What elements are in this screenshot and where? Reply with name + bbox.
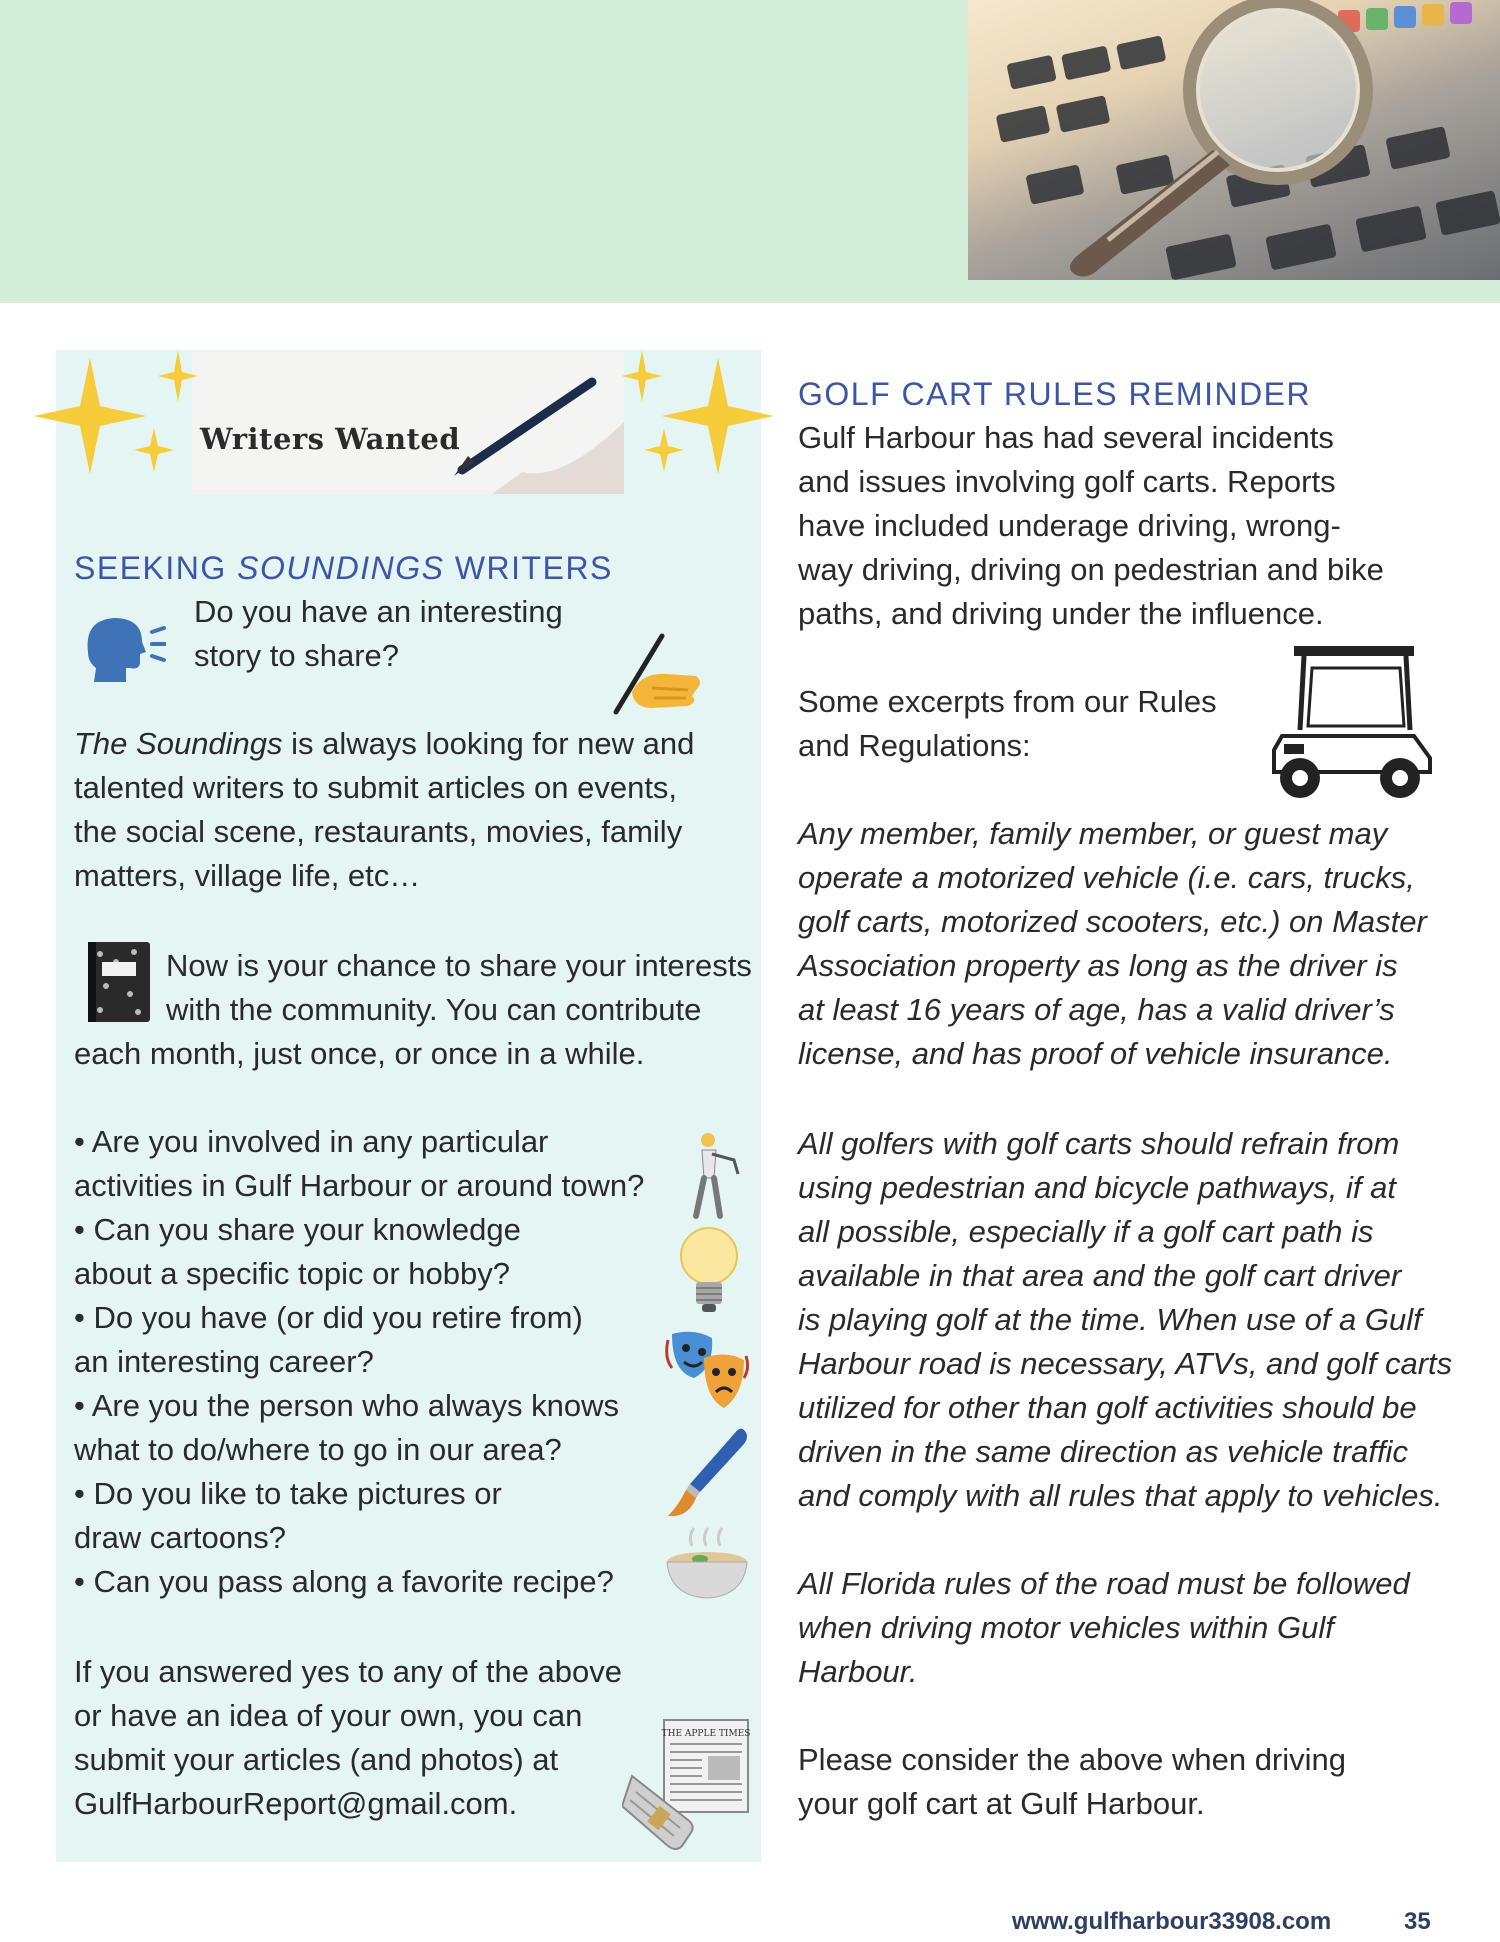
golfer-icon: [682, 1130, 740, 1220]
seeking-paragraph: The Soundings is always looking for new and talented writers to submit articles on events, the social scene, restaurants, movies, family matters, village life, etc…: [74, 726, 695, 893]
share-paragraph-top: Now is your chance to share your interests with the community. You can contribute: [166, 948, 752, 1027]
rule-excerpt-1: Any member, family member, or guest may operate a motorized vehicle (i.e. cars, trucks, golf carts, motorized scooters, etc.) on Master Association property as long as the driver is at least 16 years of age, has a valid driver’s license, and has proof of vehicle insurance.: [798, 816, 1427, 1071]
sparkles-icon: [618, 348, 788, 488]
list-item: activities in Gulf Harbour or around town?: [74, 1168, 645, 1203]
writing-hand-icon: [612, 632, 704, 716]
footer-website-link[interactable]: www.gulfharbour33908.com: [1012, 1908, 1332, 1935]
list-item: • Are you the person who always knows: [74, 1388, 620, 1423]
seeking-writers-heading: SEEKING SOUNDINGS WRITERS: [74, 550, 613, 586]
list-item: • Can you share your knowledge: [74, 1212, 521, 1247]
share-paragraph-bottom: each month, just once, or once in a while.: [74, 1036, 645, 1071]
theater-masks-icon: [664, 1328, 750, 1414]
list-item: • Can you pass along a favorite recipe?: [74, 1564, 614, 1599]
list-item: what to do/where to go in our area?: [74, 1432, 562, 1467]
paintbrush-icon: [664, 1426, 750, 1520]
golf-cart-intro: Gulf Harbour has had several incidents and issues involving golf carts. Reports have included underage driving, wrong- way driving, driving on pedestrian and bike paths, and driving under the influence.: [798, 420, 1384, 631]
list-item: draw cartoons?: [74, 1520, 286, 1555]
golf-cart-heading: GOLF CART RULES REMINDER: [798, 376, 1312, 412]
closing-paragraph: If you answered yes to any of the above or have an idea of your own, you can submit your articles (and photos) at GulfHarbourReport@gmail.com.: [74, 1650, 622, 1826]
food-bowl-icon: [664, 1526, 750, 1600]
speaking-head-icon: [80, 612, 166, 684]
page-number: 35: [1404, 1908, 1431, 1935]
golf-cart-icon: [1264, 640, 1440, 804]
rule-excerpt-3: All Florida rules of the road must be followed when driving motor vehicles within Gulf Harbour.: [798, 1566, 1410, 1689]
rule-excerpt-2: All golfers with golf carts should refrain from using pedestrian and bicycle pathways, if at all possible, especially if a golf cart path is available in that area and the golf cart driver is playing golf at the time. When use of a Gulf Harbour road is necessary, ATVs, and golf carts utilized for other than golf activities should be driven in the same direction as vehicle traffic and comply with all rules that apply to vehicles.: [798, 1126, 1453, 1513]
email-link: GulfHarbourReport@gmail.com.: [74, 1786, 518, 1821]
newspaper-label: THE APPLE TIMES: [661, 1729, 751, 1739]
golf-cart-closing: Please consider the above when driving your golf cart at Gulf Harbour.: [798, 1742, 1347, 1821]
list-item: • Do you like to take pictures or: [74, 1476, 502, 1511]
sparkles-icon: [28, 348, 198, 488]
list-item: • Do you have (or did you retire from): [74, 1300, 583, 1335]
light-bulb-icon: [676, 1224, 742, 1318]
composition-notebook-icon: [82, 940, 156, 1024]
intro-text: Do you have an interesting story to share?: [194, 594, 563, 673]
list-item: an interesting career?: [74, 1344, 374, 1379]
newspaper-icon: [622, 1716, 752, 1858]
excerpts-intro: Some excerpts from our Rules and Regulations:: [798, 684, 1217, 763]
list-item: • Are you involved in any particular: [74, 1124, 549, 1159]
questions-list: [74, 1120, 644, 1604]
list-item: about a specific topic or hobby?: [74, 1256, 510, 1291]
magnifier-keyboard-photo: [968, 0, 1500, 280]
writers-wanted-title: Writers Wanted: [200, 422, 461, 456]
